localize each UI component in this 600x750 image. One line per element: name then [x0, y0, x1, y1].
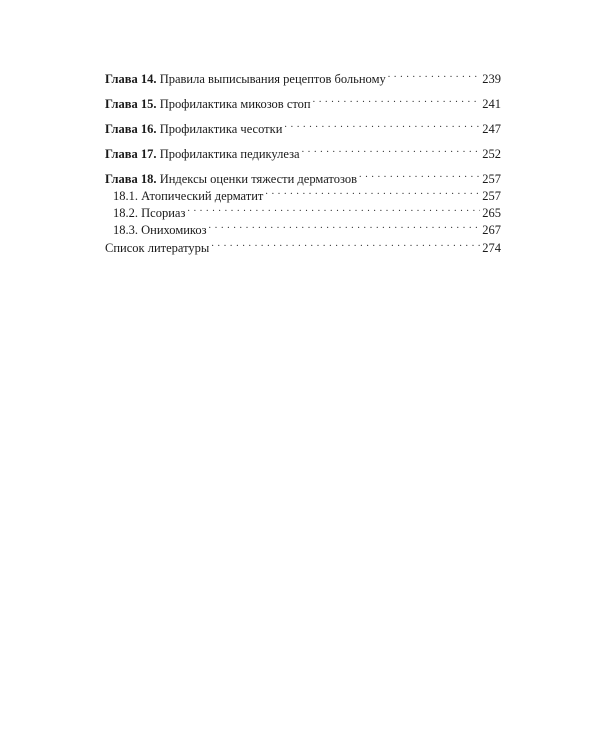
page-number: 257	[482, 189, 501, 203]
section-title: 18.2. Псориаз	[113, 206, 186, 220]
chapter-title: Профилактика чесотки	[159, 122, 283, 136]
page-number: 265	[482, 206, 501, 220]
dot-leader	[284, 116, 480, 133]
page-number: 252	[482, 147, 501, 161]
chapter-label: Глава 15.	[105, 97, 157, 111]
dot-leader	[359, 166, 480, 183]
table-of-contents	[105, 66, 501, 255]
dot-leader	[209, 217, 481, 234]
chapter-label: Глава 14.	[105, 72, 157, 86]
dot-leader	[265, 183, 480, 200]
toc-entry-chapter-17[interactable]	[105, 141, 501, 161]
chapter-title: Профилактика микозов стоп	[159, 97, 311, 111]
chapter-title: Профилактика педикулеза	[159, 147, 300, 161]
chapter-title: Правила выписывания рецептов больному	[159, 72, 386, 86]
dot-leader	[313, 91, 481, 108]
section-title: 18.3. Онихомикоз	[113, 223, 207, 237]
toc-entry-chapter-16[interactable]	[105, 116, 501, 136]
chapter-title: Индексы оценки тяжести дерматозов	[159, 172, 357, 186]
page-number: 247	[482, 122, 501, 136]
page-number: 239	[482, 72, 501, 86]
toc-entry-chapter-18[interactable]	[105, 166, 501, 186]
dot-leader	[187, 200, 480, 217]
dot-leader	[302, 141, 481, 158]
toc-entry-chapter-15[interactable]	[105, 91, 501, 111]
bibliography-title: Список литературы	[105, 241, 210, 255]
dot-leader	[211, 235, 480, 252]
toc-entry-chapter-14[interactable]	[105, 66, 501, 86]
page-number: 241	[482, 97, 501, 111]
page-number: 274	[482, 241, 501, 255]
section-title: 18.1. Атопический дерматит	[113, 189, 264, 203]
dot-leader	[388, 66, 481, 83]
page-number: 267	[482, 223, 501, 237]
chapter-label: Глава 17.	[105, 147, 157, 161]
chapter-label: Глава 16.	[105, 122, 157, 136]
chapter-label: Глава 18.	[105, 172, 157, 186]
page-number: 257	[482, 172, 501, 186]
